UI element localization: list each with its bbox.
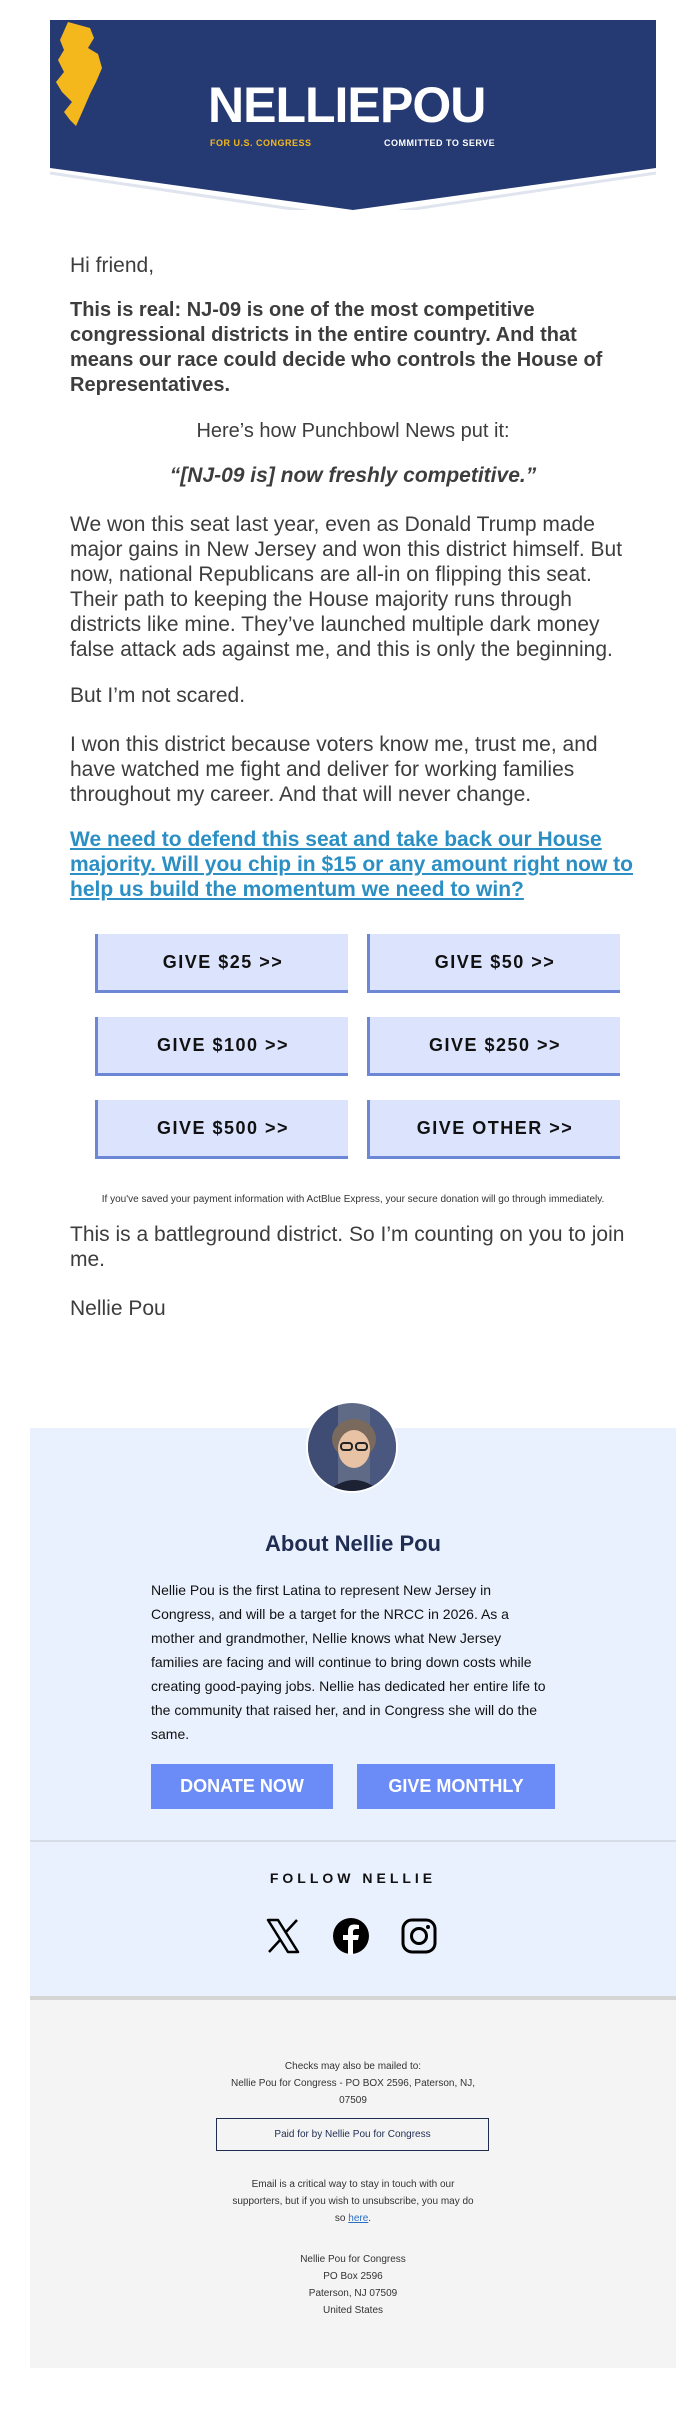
campaign-header [50,20,656,210]
paid-for-disclaimer: Paid for by Nellie Pou for Congress [216,2118,489,2151]
about-body-text: Nellie Pou is the first Latina to represent New Jersey in Congress, and will be a target for the NRCC in 2026. As a mother and grandmother, Nellie knows what New Jersey families are facing and will continue to bring down costs while creating good-paying jobs. Nellie has dedicated her entire life to the community that raised her, and in Congress she will do the same. [151,1582,546,1742]
candidate-portrait-icon [308,1403,398,1493]
signoff: Nellie Pou [70,1297,166,1320]
give-other-button[interactable]: GIVE OTHER >> [367,1100,620,1159]
address-country: United States [322,2305,384,2316]
facebook-icon[interactable] [332,1917,370,1955]
body-paragraph-2: But I’m not scared. [70,684,246,707]
address-name: Nellie Pou for Congress [300,2254,406,2265]
intro-bold: This is real: NJ-09 is one of the most competitive congressional districts in the entire country. And that means our race could decide who controls the House of Representatives. [70,299,603,396]
unsubscribe-link[interactable]: here [348,2213,369,2224]
brand-first-name: NELLIE [208,77,380,133]
unsubscribe-suffix: . [368,2213,372,2224]
unsubscribe-line-1: Email is a critical way to stay in touch with our [251,2179,455,2190]
greeting: Hi friend, [70,254,155,277]
address-po-box: PO Box 2596 [323,2271,383,2282]
give-monthly-button[interactable]: GIVE MONTHLY [357,1764,555,1809]
unsubscribe-prefix: so [334,2213,349,2224]
unsubscribe-line-2: supporters, but if you wish to unsubscribe, you may do [232,2196,474,2207]
new-jersey-icon [50,20,110,130]
unsubscribe-line-3 [30,2210,676,2227]
pull-quote: “[NJ-09 is] now freshly competitive.” [169,464,537,487]
about-body [151,1578,551,1746]
follow-title: FOLLOW NELLIE [269,1870,437,1886]
give-500-button[interactable]: GIVE $500 >> [95,1100,348,1159]
checks-label: Checks may also be mailed to: [284,2061,422,2072]
donate-now-button[interactable]: DONATE NOW [151,1764,333,1809]
give-250-button[interactable]: GIVE $250 >> [367,1017,620,1076]
checks-address-2: 07509 [339,2095,367,2106]
instagram-icon[interactable] [400,1917,438,1955]
avatar [306,1401,398,1493]
give-100-button[interactable]: GIVE $100 >> [95,1017,348,1076]
brand-tagline-left: FOR U.S. CONGRESS [210,138,312,148]
source-line: Here’s how Punchbowl News put it: [196,420,510,442]
checks-address-1: Nellie Pou for Congress - PO BOX 2596, Paterson, NJ, [231,2078,475,2089]
brand-last-name: POU [380,77,486,133]
body-paragraph-3: I won this district because voters know me, trust me, and have watched me fight and deliver for working families throughout my career. And that will never change. [70,733,598,806]
about-title: About Nellie Pou [265,1531,441,1556]
ask-paragraph [70,827,636,902]
body-paragraph-4: This is a battleground district. So I’m counting on you to join me. [70,1223,625,1271]
x-icon[interactable] [264,1917,302,1955]
give-25-button[interactable]: GIVE $25 >> [95,934,348,993]
donate-ask-link[interactable]: We need to defend this seat and take back our House majority. Will you chip in $15 or any amount right now to help us build the momentum we need to win? [70,828,633,901]
address-city: Paterson, NJ 07509 [308,2288,398,2299]
actblue-express-note: If you've saved your payment information with ActBlue Express, your secure donation will go through immediately. [101,1194,605,1205]
give-50-button[interactable]: GIVE $50 >> [367,934,620,993]
brand-tagline-right: COMMITTED TO SERVE [384,138,496,148]
body-paragraph-1: We won this seat last year, even as Donald Trump made major gains in New Jersey and won this district himself. But now, national Republicans are all-in on flipping this seat. Their path to keeping the House majority runs through districts like mine. They’ve launched multiple dark money false attack ads against me, and this is only the beginning. [70,513,623,661]
